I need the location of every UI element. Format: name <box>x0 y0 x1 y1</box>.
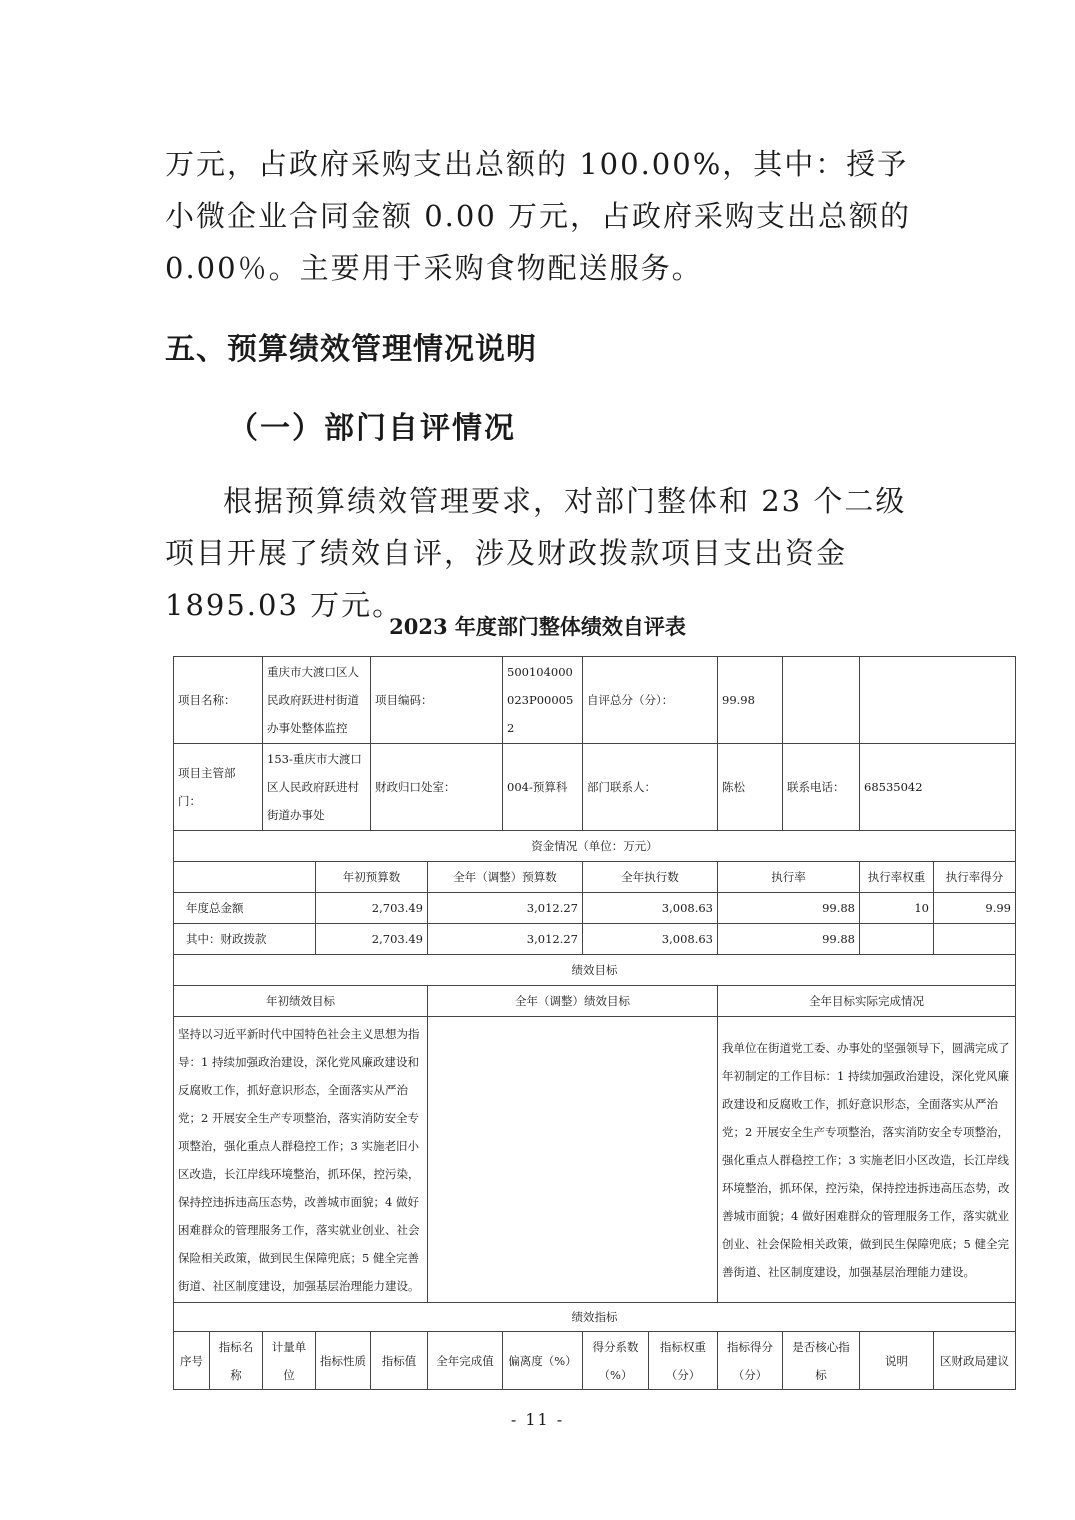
goal-adjusted <box>428 1017 718 1303</box>
subsection-heading-1: （一）部门自评情况 <box>228 411 516 446</box>
funding-header: 资金情况（单位：万元） <box>174 831 1016 862</box>
contact-name: 陈松 <box>718 744 783 831</box>
contact-label: 部门联系人： <box>583 744 718 831</box>
column-header: 年初预算数 <box>316 862 428 893</box>
goal-actual: 我单位在街道党工委、办事处的坚强领导下，圆满完成了年初制定的工作目标：1 持续加强政治建设，深化党风廉政建设和反腐败工作，抓好意识形态，全面落实从严治党；2 开展安全生产专项整治，落实消防安全专项整治，强化重点人群稳控工作；3 实施老旧小区改造，长江岸线环境整治，抓环保，控污染，保持控违拆违高压态势，改善城市面貌；4 做好困难群众的管理服务工作，落实就业创业、社会保险相关政策，做到民生保障兜底；5 健全完善街道、社区制度建设，加强基层治理能力建设。 <box>718 1017 1016 1303</box>
table-row <box>174 862 1016 893</box>
table-row <box>174 893 1016 924</box>
column-header: 年初绩效目标 <box>174 986 428 1017</box>
column-header: 全年目标实际完成情况 <box>718 986 1016 1017</box>
intro-paragraph: 万元，占政府采购支出总额的 100.00%，其中：授予小微企业合同金额 0.00 万元，占政府采购支出总额的 0.00％。主要用于采购食物配送服务。 <box>165 147 912 285</box>
column-header: 指标得分（分） <box>718 1332 783 1390</box>
table-row <box>174 744 1016 831</box>
column-header: 是否核心指标 <box>783 1332 860 1390</box>
column-header: 全年执行数 <box>583 862 718 893</box>
self-evaluation-paragraph: 根据预算绩效管理要求，对部门整体和 23 个二级项目开展了绩效自评，涉及财政拨款项目支出资金 1895.03 万元。 <box>165 484 907 622</box>
cell-weight: 10 <box>860 893 934 924</box>
section-heading-5: 五、预算绩效管理情况说明 <box>165 332 537 367</box>
column-header: 全年（调整）绩效目标 <box>428 986 718 1017</box>
cell-adjusted: 3,012.27 <box>428 924 583 955</box>
finance-office: 004-预算科 <box>503 744 583 831</box>
cell-weight <box>860 924 934 955</box>
project-code: 500104000023P000052 <box>503 657 583 744</box>
table-row <box>174 955 1016 986</box>
indicators-header: 绩效指标 <box>174 1303 1016 1332</box>
table-row <box>174 1303 1016 1332</box>
self-score: 99.98 <box>718 657 783 744</box>
column-header: 指标名称 <box>210 1332 263 1390</box>
performance-evaluation-table <box>173 656 1016 1390</box>
project-name-label: 项目名称： <box>174 657 263 744</box>
goal-initial: 坚持以习近平新时代中国特色社会主义思想为指导：1 持续加强政治建设，深化党风廉政建设和反腐败工作，抓好意识形态，全面落实从严治党；2 开展安全生产专项整治，落实消防安全专项整治，强化重点人群稳控工作；3 实施老旧小区改造，长江岸线环境整治，抓环保，控污染，保持控违拆违高压态势，改善城市面貌；4 做好困难群众的管理服务工作，落实就业创业、社会保险相关政策，做到民生保障兜底；5 健全完善街道、社区制度建设，加强基层治理能力建设。 <box>174 1017 428 1303</box>
column-header: 序号 <box>174 1332 210 1390</box>
table-row <box>174 831 1016 862</box>
column-header: 区财政局建议 <box>934 1332 1016 1390</box>
column-header: 全年完成值 <box>428 1332 503 1390</box>
row-label: 其中：财政拨款 <box>174 924 316 955</box>
column-header: 得分系数（%） <box>583 1332 649 1390</box>
table-row <box>174 1332 1016 1390</box>
table-row <box>174 924 1016 955</box>
project-code-label: 项目编码： <box>371 657 503 744</box>
phone-label: 联系电话： <box>783 744 860 831</box>
page-number: - 11 - <box>510 1410 565 1429</box>
table-row <box>174 1017 1016 1303</box>
cell-score <box>934 924 1016 955</box>
cell-executed: 3,008.63 <box>583 893 718 924</box>
column-header: 执行率权重 <box>860 862 934 893</box>
cell-rate: 99.88 <box>718 924 860 955</box>
cell-initial: 2,703.49 <box>316 924 428 955</box>
column-header: 指标性质 <box>316 1332 371 1390</box>
cell-score: 9.99 <box>934 893 1016 924</box>
phone-number: 68535042 <box>860 744 1016 831</box>
cell-adjusted: 3,012.27 <box>428 893 583 924</box>
dept-label: 项目主管部门： <box>174 744 263 831</box>
column-header: 全年（调整）预算数 <box>428 862 583 893</box>
column-header: 指标权重（分） <box>649 1332 718 1390</box>
cell-executed: 3,008.63 <box>583 924 718 955</box>
table-title: 2023 年度部门整体绩效自评表 <box>389 614 686 639</box>
row-label: 年度总金额 <box>174 893 316 924</box>
cell-rate: 99.88 <box>718 893 860 924</box>
column-header: 指标值 <box>371 1332 428 1390</box>
self-score-label: 自评总分（分）： <box>583 657 718 744</box>
column-header: 执行率得分 <box>934 862 1016 893</box>
project-name: 重庆市大渡口区人民政府跃进村街道办事处整体监控 <box>263 657 371 744</box>
column-header: 执行率 <box>718 862 860 893</box>
table-row <box>174 657 1016 744</box>
column-header: 计量单位 <box>263 1332 316 1390</box>
dept-name: 153-重庆市大渡口区人民政府跃进村街道办事处 <box>263 744 371 831</box>
cell-initial: 2,703.49 <box>316 893 428 924</box>
column-header: 偏离度（%） <box>503 1332 583 1390</box>
column-header: 说明 <box>860 1332 934 1390</box>
finance-office-label: 财政归口处室： <box>371 744 503 831</box>
table-row <box>174 986 1016 1017</box>
goals-header: 绩效目标 <box>174 955 1016 986</box>
